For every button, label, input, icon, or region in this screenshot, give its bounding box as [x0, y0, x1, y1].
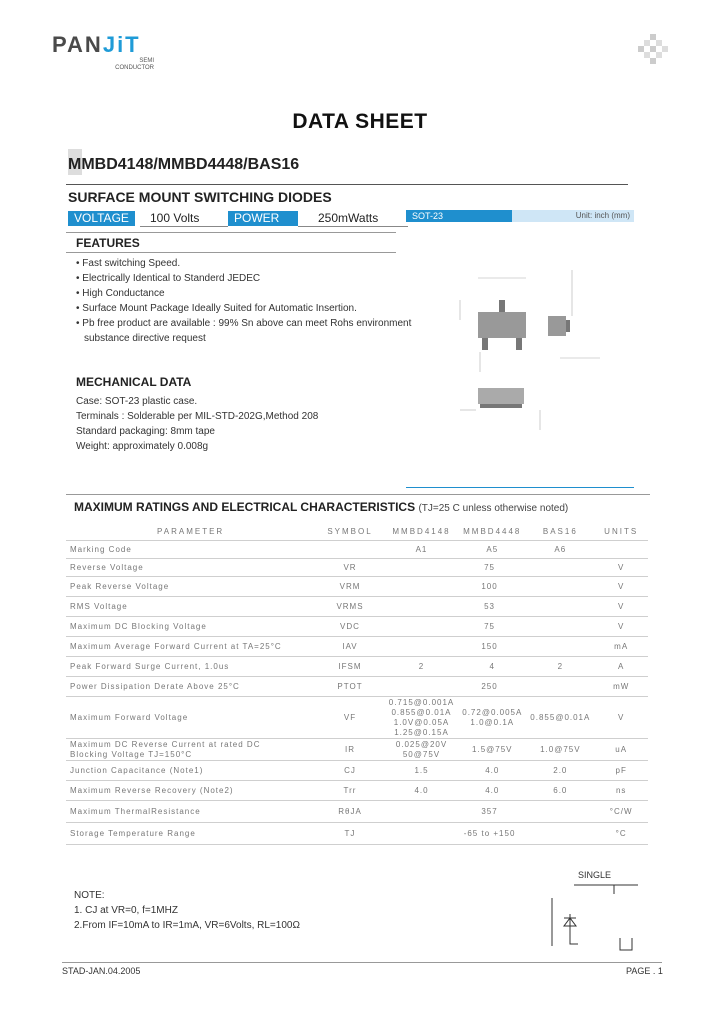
ratings-table-title: [74, 500, 568, 514]
value-cell: 2: [526, 657, 594, 677]
features-divider-bottom: [66, 252, 396, 253]
feature-item-continuation: substance directive request: [84, 333, 206, 344]
column-header: SYMBOL: [315, 522, 385, 541]
table-row: [66, 597, 648, 617]
features-list: [76, 256, 411, 346]
package-outline-drawing: [420, 260, 620, 440]
parameter-cell: Reverse Voltage: [66, 559, 315, 577]
unit-cell: ns: [594, 781, 648, 801]
notes: [74, 888, 300, 933]
symbol-cell: TJ: [315, 823, 385, 845]
column-header: MMBD4448: [458, 522, 526, 541]
symbol-cell: VDC: [315, 617, 385, 637]
parameter-cell: Junction Capacitance (Note1): [66, 761, 315, 781]
footer-divider: [62, 962, 662, 963]
value-cell: 6.0: [526, 781, 594, 801]
parameter-cell: Maximum Reverse Recovery (Note2): [66, 781, 315, 801]
mechanical-line: Terminals : Solderable per MIL-STD-202G,Method 208: [76, 411, 319, 422]
feature-item: • High Conductance: [76, 288, 165, 299]
panjit-logo: [52, 32, 141, 58]
parameter-cell: Peak Reverse Voltage: [66, 577, 315, 597]
package-section-divider: [406, 487, 634, 488]
value-cell: 2.0: [526, 761, 594, 781]
symbol-cell: RθJA: [315, 801, 385, 823]
value-cell: 0.025@20V 50@75V: [385, 739, 459, 761]
value-cell: A6: [526, 541, 594, 559]
parameter-cell: Maximum DC Blocking Voltage: [66, 617, 315, 637]
unit-cell: V: [594, 617, 648, 637]
value-cell: 75: [385, 617, 595, 637]
voltage-tag: VOLTAGE: [68, 211, 135, 226]
single-diode-diagram: [548, 880, 648, 960]
symbol-cell: PTOT: [315, 677, 385, 697]
parameter-cell: Maximum Average Forward Current at TA=25°C: [66, 637, 315, 657]
footer-date: STAD-JAN.04.2005: [62, 966, 141, 976]
unit-cell: mA: [594, 637, 648, 657]
parameter-cell: Marking Code: [66, 541, 315, 559]
value-cell: 75: [385, 559, 595, 577]
parameter-cell: Maximum DC Reverse Current at rated DC Blocking Voltage TJ=150°C: [66, 739, 315, 761]
symbol-cell: VF: [315, 697, 385, 739]
symbol-cell: VRM: [315, 577, 385, 597]
unit-cell: °C: [594, 823, 648, 845]
ratings-title-text: MAXIMUM RATINGS AND ELECTRICAL CHARACTERISTICS: [74, 500, 416, 514]
power-value: 250mWatts: [298, 211, 408, 227]
table-top-divider: [66, 494, 650, 495]
value-cell: 4.0: [385, 781, 459, 801]
symbol-cell: Trr: [315, 781, 385, 801]
unit-cell: V: [594, 697, 648, 739]
unit-cell: A: [594, 657, 648, 677]
note-item: 1. CJ at VR=0, f=1MHZ: [74, 905, 178, 916]
logo-conductor: CONDUCTOR: [115, 65, 154, 71]
table-row: [66, 739, 648, 761]
parameter-cell: Maximum ThermalResistance: [66, 801, 315, 823]
value-cell: 4.0: [458, 761, 526, 781]
logo-subtext: [106, 58, 154, 72]
ratings-table: [66, 522, 648, 845]
value-cell: A1: [385, 541, 459, 559]
value-cell: 1.5: [385, 761, 459, 781]
checker-pattern-icon: [636, 34, 670, 64]
parameter-cell: Peak Forward Surge Current, 1.0us: [66, 657, 315, 677]
value-cell: 100: [385, 577, 595, 597]
mechanical-heading: MECHANICAL DATA: [76, 375, 192, 389]
table-row: [66, 761, 648, 781]
table-row: [66, 657, 648, 677]
value-cell: A5: [458, 541, 526, 559]
note-item: 2.From IF=10mA to IR=1mA, VR=6Volts, RL=100Ω: [74, 920, 300, 931]
value-cell: 357: [385, 801, 595, 823]
logo-pan-text: PAN: [52, 32, 103, 57]
package-unit: Unit: inch (mm): [512, 210, 634, 222]
table-row: [66, 617, 648, 637]
symbol-cell: [315, 541, 385, 559]
notes-heading: NOTE:: [74, 890, 105, 901]
value-cell: 0.72@0.005A 1.0@0.1A: [458, 697, 526, 739]
table-row: [66, 541, 648, 559]
column-header: PARAMETER: [66, 522, 315, 541]
feature-item: • Fast switching Speed.: [76, 258, 181, 269]
value-cell: 4.0: [458, 781, 526, 801]
table-row: [66, 677, 648, 697]
voltage-value: 100 Volts: [140, 211, 228, 227]
parameter-cell: Maximum Forward Voltage: [66, 697, 315, 739]
mechanical-list: [76, 394, 318, 454]
value-cell: 4: [458, 657, 526, 677]
value-cell: 2: [385, 657, 459, 677]
mechanical-line: Case: SOT-23 plastic case.: [76, 396, 198, 407]
page-number: PAGE . 1: [626, 966, 663, 976]
table-row: [66, 697, 648, 739]
value-cell: -65 to +150: [385, 823, 595, 845]
parameter-cell: Power Dissipation Derate Above 25°C: [66, 677, 315, 697]
table-header-row: [66, 522, 648, 541]
feature-item: • Electrically Identical to Standerd JEDEC: [76, 273, 261, 284]
features-heading: FEATURES: [76, 236, 140, 250]
package-name: SOT-23: [406, 210, 518, 222]
ratings-condition: (TJ=25 C unless otherwise noted): [418, 503, 569, 514]
symbol-cell: CJ: [315, 761, 385, 781]
unit-cell: [594, 541, 648, 559]
unit-cell: V: [594, 559, 648, 577]
value-cell: 1.5@75V: [458, 739, 526, 761]
table-row: [66, 559, 648, 577]
table-row: [66, 577, 648, 597]
column-header: BAS16: [526, 522, 594, 541]
symbol-cell: IR: [315, 739, 385, 761]
unit-cell: mW: [594, 677, 648, 697]
value-cell: 150: [385, 637, 595, 657]
feature-item: • Pb free product are available : 99% Sn above can meet Rohs environment: [76, 318, 412, 329]
value-cell: 250: [385, 677, 595, 697]
parameter-cell: Storage Temperature Range: [66, 823, 315, 845]
unit-cell: V: [594, 577, 648, 597]
symbol-cell: VR: [315, 559, 385, 577]
table-row: [66, 823, 648, 845]
symbol-cell: IFSM: [315, 657, 385, 677]
value-cell: 0.715@0.001A 0.855@0.01A 1.0V@0.05A 1.25@0.15A: [385, 697, 459, 739]
unit-cell: pF: [594, 761, 648, 781]
subtitle: SURFACE MOUNT SWITCHING DIODES: [68, 189, 332, 205]
page-title: DATA SHEET: [292, 110, 428, 133]
part-number: MMBD4148/MMBD4448/BAS16: [68, 156, 300, 173]
value-cell: 0.855@0.01A: [526, 697, 594, 739]
unit-cell: V: [594, 597, 648, 617]
feature-item: • Surface Mount Package Ideally Suited for Automatic Insertion.: [76, 303, 357, 314]
symbol-cell: VRMS: [315, 597, 385, 617]
unit-cell: uA: [594, 739, 648, 761]
diagram-label: SINGLE: [578, 870, 612, 880]
power-tag: POWER: [228, 211, 298, 226]
parameter-cell: RMS Voltage: [66, 597, 315, 617]
mechanical-line: Weight: approximately 0.008g: [76, 441, 209, 452]
value-cell: 53: [385, 597, 595, 617]
table-row: [66, 781, 648, 801]
column-header: MMBD4148: [385, 522, 459, 541]
logo-semi: SEMI: [139, 58, 154, 64]
symbol-cell: IAV: [315, 637, 385, 657]
table-row: [66, 801, 648, 823]
column-header: UNITS: [594, 522, 648, 541]
divider-top: [66, 184, 628, 185]
unit-cell: °C/W: [594, 801, 648, 823]
table-row: [66, 637, 648, 657]
mechanical-line: Standard packaging: 8mm tape: [76, 426, 215, 437]
value-cell: 1.0@75V: [526, 739, 594, 761]
features-divider: [66, 232, 396, 233]
logo-jit-text: JiT: [102, 32, 141, 57]
